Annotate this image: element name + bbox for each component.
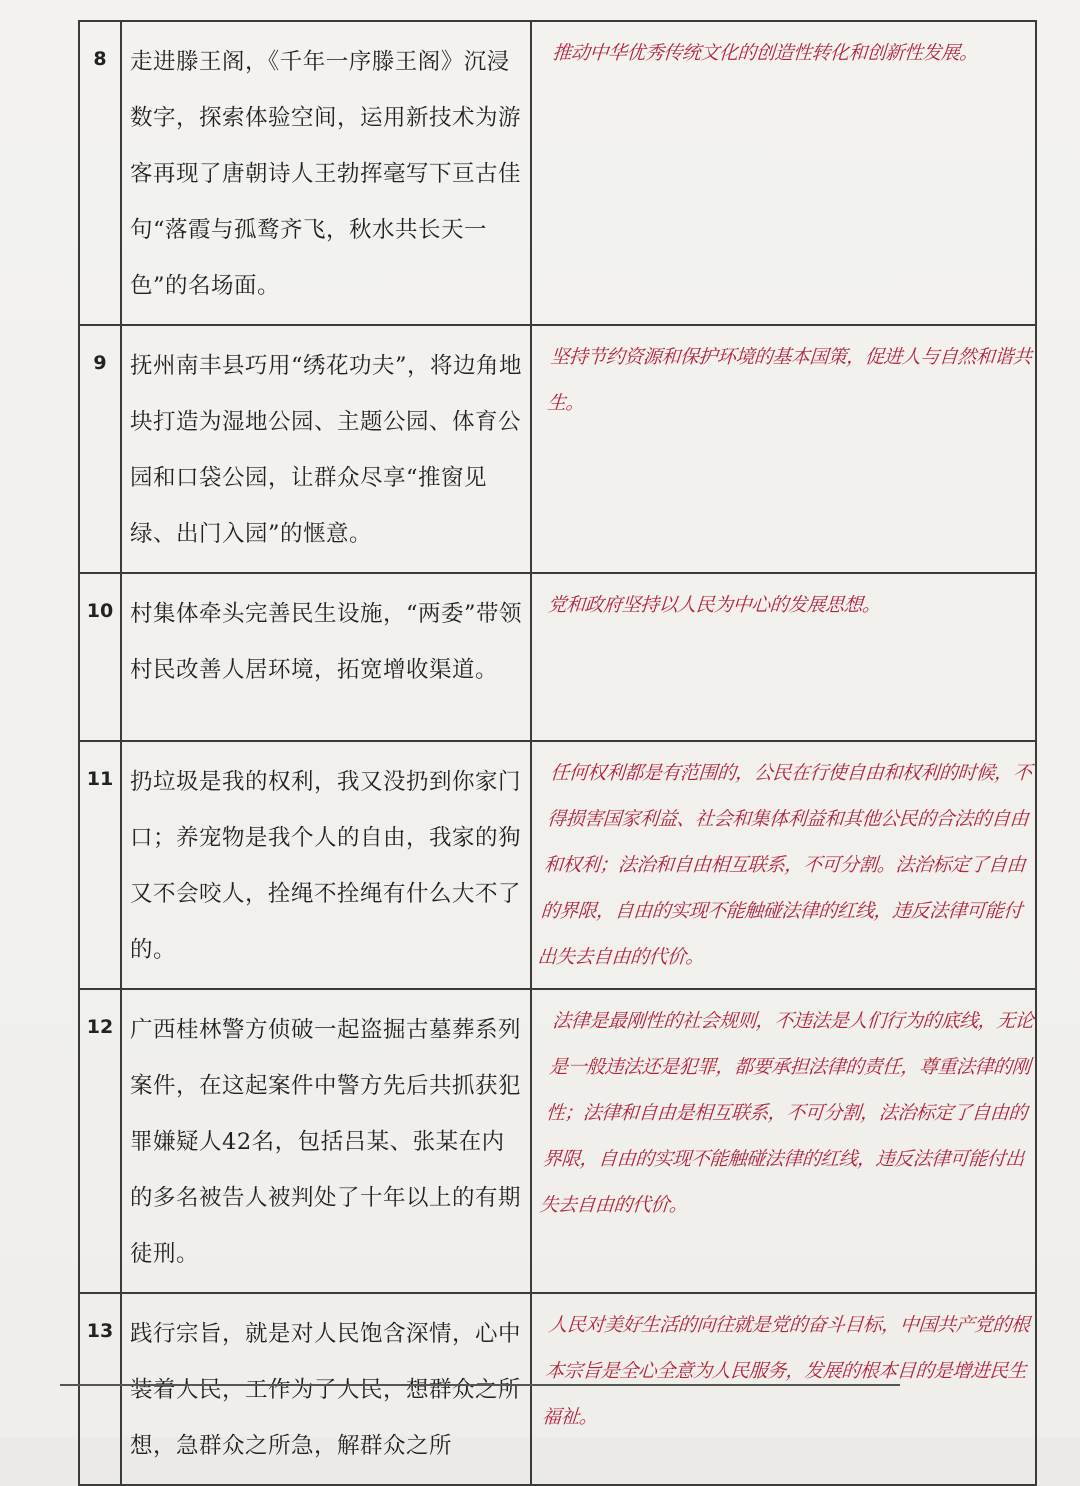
table-row [79, 573, 1036, 741]
table-row [79, 21, 1036, 325]
table-row [79, 325, 1036, 573]
row-number: 8 [79, 21, 121, 325]
material-answer-table [78, 20, 1037, 1486]
row-number: 9 [79, 325, 121, 573]
row-number: 13 [79, 1293, 121, 1485]
material-text: 走进滕王阁，《千年一序滕王阁》沉浸数字，探索体验空间，运用新技术为游客再现了唐朝诗人王勃挥毫写下亘古佳句“落霞与孤鹜齐飞，秋水共长天一色”的名场面。 [121, 21, 531, 325]
table-row [79, 989, 1036, 1293]
row-number: 10 [79, 573, 121, 741]
row-number: 12 [79, 989, 121, 1293]
material-text: 扔垃圾是我的权利，我又没扔到你家门口；养宠物是我个人的自由，我家的狗又不会咬人，拴绳不拴绳有什么大不了的。 [121, 741, 531, 989]
handwritten-answer: 人民对美好生活的向往就是党的奋斗目标，中国共产党的根本宗旨是全心全意为人民服务，发展的根本目的是增进民生福祉。 [524, 1293, 1042, 1485]
handwritten-answer: 坚持节约资源和保护环境的基本国策，促进人与自然和谐共生。 [522, 325, 1044, 573]
table-row [79, 1293, 1036, 1485]
handwritten-answer: 任何权利都是有范围的，公民在行使自由和权利的时候，不得损害国家利益、社会和集体利益和其他公民的合法的自由和权利；法治和自由相互联系，不可分割。法治标定了自由的界限，自由的实现不能触碰法律的红线，违反法律可能付出失去自由的代价。 [522, 741, 1044, 989]
handwritten-answer: 法律是最刚性的社会规则，不违法是人们行为的底线，无论是一般违法还是犯罪，都要承担法律的责任，尊重法律的刚性；法律和自由是相互联系，不可分割，法治标定了自由的界限，自由的实现不能触碰法律的红线，违反法律可能付出失去自由的代价。 [520, 989, 1046, 1293]
material-text: 践行宗旨，就是对人民饱含深情，心中装着人民，工作为了人民，想群众之所想，急群众之所急，解群众之所 [121, 1293, 531, 1485]
material-text: 村集体牵头完善民生设施，“两委”带领村民改善人居环境，拓宽增收渠道。 [121, 573, 531, 741]
table-row [79, 741, 1036, 989]
handwritten-answer: 推动中华优秀传统文化的创造性转化和创新性发展。 [520, 21, 1046, 325]
bottom-rule-line [60, 1384, 900, 1386]
handwritten-answer: 党和政府坚持以人民为中心的发展思想。 [525, 573, 1042, 741]
row-number: 11 [79, 741, 121, 989]
material-text: 广西桂林警方侦破一起盗掘古墓葬系列案件，在这起案件中警方先后共抓获犯罪嫌疑人42名，包括吕某、张某在内的多名被告人被判处了十年以上的有期徒刑。 [121, 989, 531, 1293]
material-text: 抚州南丰县巧用“绣花功夫”，将边角地块打造为湿地公园、主题公园、体育公园和口袋公园，让群众尽享“推窗见绿、出门入园”的惬意。 [121, 325, 531, 573]
